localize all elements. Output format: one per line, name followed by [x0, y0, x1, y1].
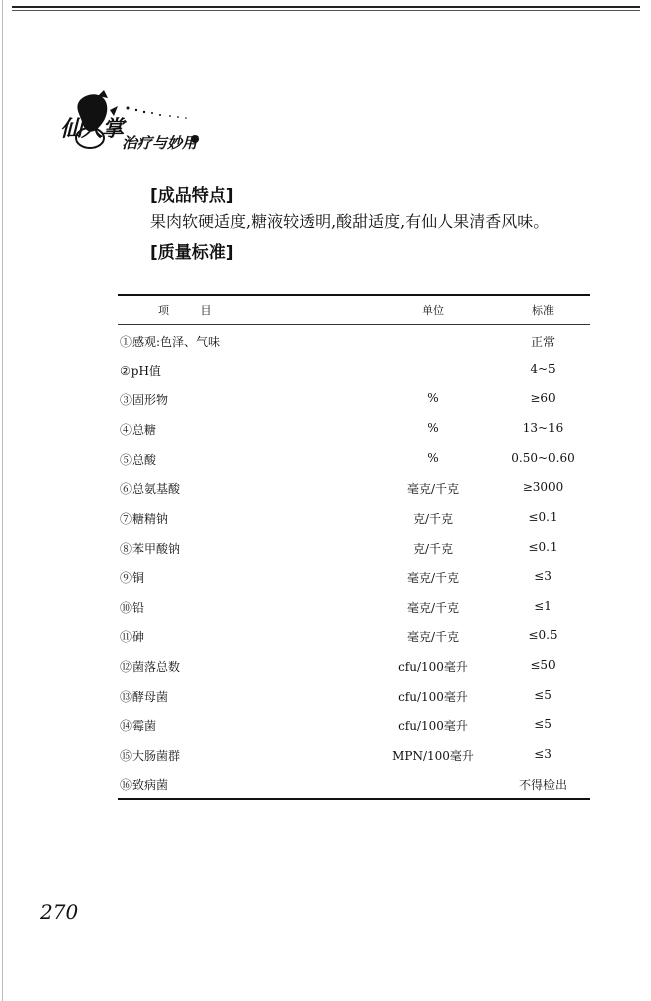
table-row-unit: MPN/100毫升 — [392, 749, 474, 763]
table-row-standard: ≤0.5 — [528, 628, 558, 642]
table-row-item: ⑯致病菌 — [120, 778, 169, 792]
book-logo — [40, 90, 230, 170]
table-row-standard: ≥60 — [530, 391, 556, 405]
table-row-unit: 毫克/千克 — [406, 482, 460, 496]
table-row-unit: cfu/100毫升 — [398, 660, 468, 674]
table-row-unit: 毫克/千克 — [406, 601, 460, 615]
header-standard: 标准 — [532, 304, 554, 317]
table-row-item: ①感观:色泽、气味 — [120, 335, 221, 349]
table-row-unit: % — [427, 451, 439, 465]
table-row-item: ⑭霉菌 — [120, 719, 157, 733]
table-row-item: ⑥总氨基酸 — [120, 482, 181, 496]
table-row-standard: 正常 — [530, 335, 555, 349]
table-row-standard: ≤5 — [534, 688, 552, 702]
table-row-unit: 毫克/千克 — [406, 630, 460, 644]
table-row-standard: ≤50 — [530, 658, 556, 672]
table-row-item: ④总糖 — [120, 423, 157, 437]
table-row-standard: 13~16 — [522, 421, 564, 435]
logo-subtitle: 治疗与妙用 — [122, 134, 198, 152]
table-row-unit: % — [427, 421, 439, 435]
top-rule — [12, 6, 640, 8]
table-row-standard: ≤1 — [534, 599, 552, 613]
header-unit: 单位 — [422, 304, 444, 317]
table-row-standard: 0.50~0.60 — [511, 451, 575, 465]
table-row-item: ③固形物 — [120, 393, 169, 407]
table-bottom-rule — [118, 798, 590, 800]
table-row-unit: 毫克/千克 — [406, 571, 460, 585]
table-row-unit: 克/千克 — [412, 512, 454, 526]
table-row-item: ②pH值 — [120, 364, 161, 378]
table-row-item: ⑬酵母菌 — [120, 690, 169, 704]
table-header-rule — [118, 324, 590, 325]
table-row-standard: ≥3000 — [522, 480, 564, 494]
table-row-standard: ≤3 — [534, 569, 552, 583]
table-row-standard: ≤5 — [534, 717, 552, 731]
table-row-unit: cfu/100毫升 — [398, 719, 468, 733]
table-row-item: ⑮大肠菌群 — [120, 749, 181, 763]
table-row-item: ⑪砷 — [120, 630, 145, 644]
table-row-standard: 4~5 — [530, 362, 556, 376]
table-row-standard: ≤0.1 — [528, 540, 558, 554]
table-row-item: ⑩铅 — [120, 601, 145, 615]
table-row-unit: cfu/100毫升 — [398, 690, 468, 704]
table-row-item: ⑨铜 — [120, 571, 145, 585]
table-row-item: ⑧苯甲酸钠 — [120, 542, 181, 556]
table-top-rule — [118, 294, 590, 296]
features-text: 果肉软硬适度,糖液较透明,酸甜适度,有仙人果清香风味。 — [150, 212, 550, 231]
table-row-standard: 不得检出 — [518, 778, 567, 792]
quality-heading: [质量标准] — [150, 243, 234, 263]
table-row-unit: % — [427, 391, 439, 405]
features-heading: [成品特点] — [150, 186, 234, 206]
logo-title: 仙人掌 — [60, 116, 124, 142]
top-rule-thin — [12, 10, 640, 11]
table-row-item: ⑫菌落总数 — [120, 660, 181, 674]
page-number: 270 — [40, 900, 79, 924]
table-row-standard: ≤0.1 — [528, 510, 558, 524]
page-left-edge — [2, 0, 3, 1001]
table-row-unit: 克/千克 — [412, 542, 454, 556]
table-row-item: ⑦糖精钠 — [120, 512, 169, 526]
header-item: 项 目 — [158, 304, 226, 317]
table-row-item: ⑤总酸 — [120, 453, 157, 467]
table-row-standard: ≤3 — [534, 747, 552, 761]
